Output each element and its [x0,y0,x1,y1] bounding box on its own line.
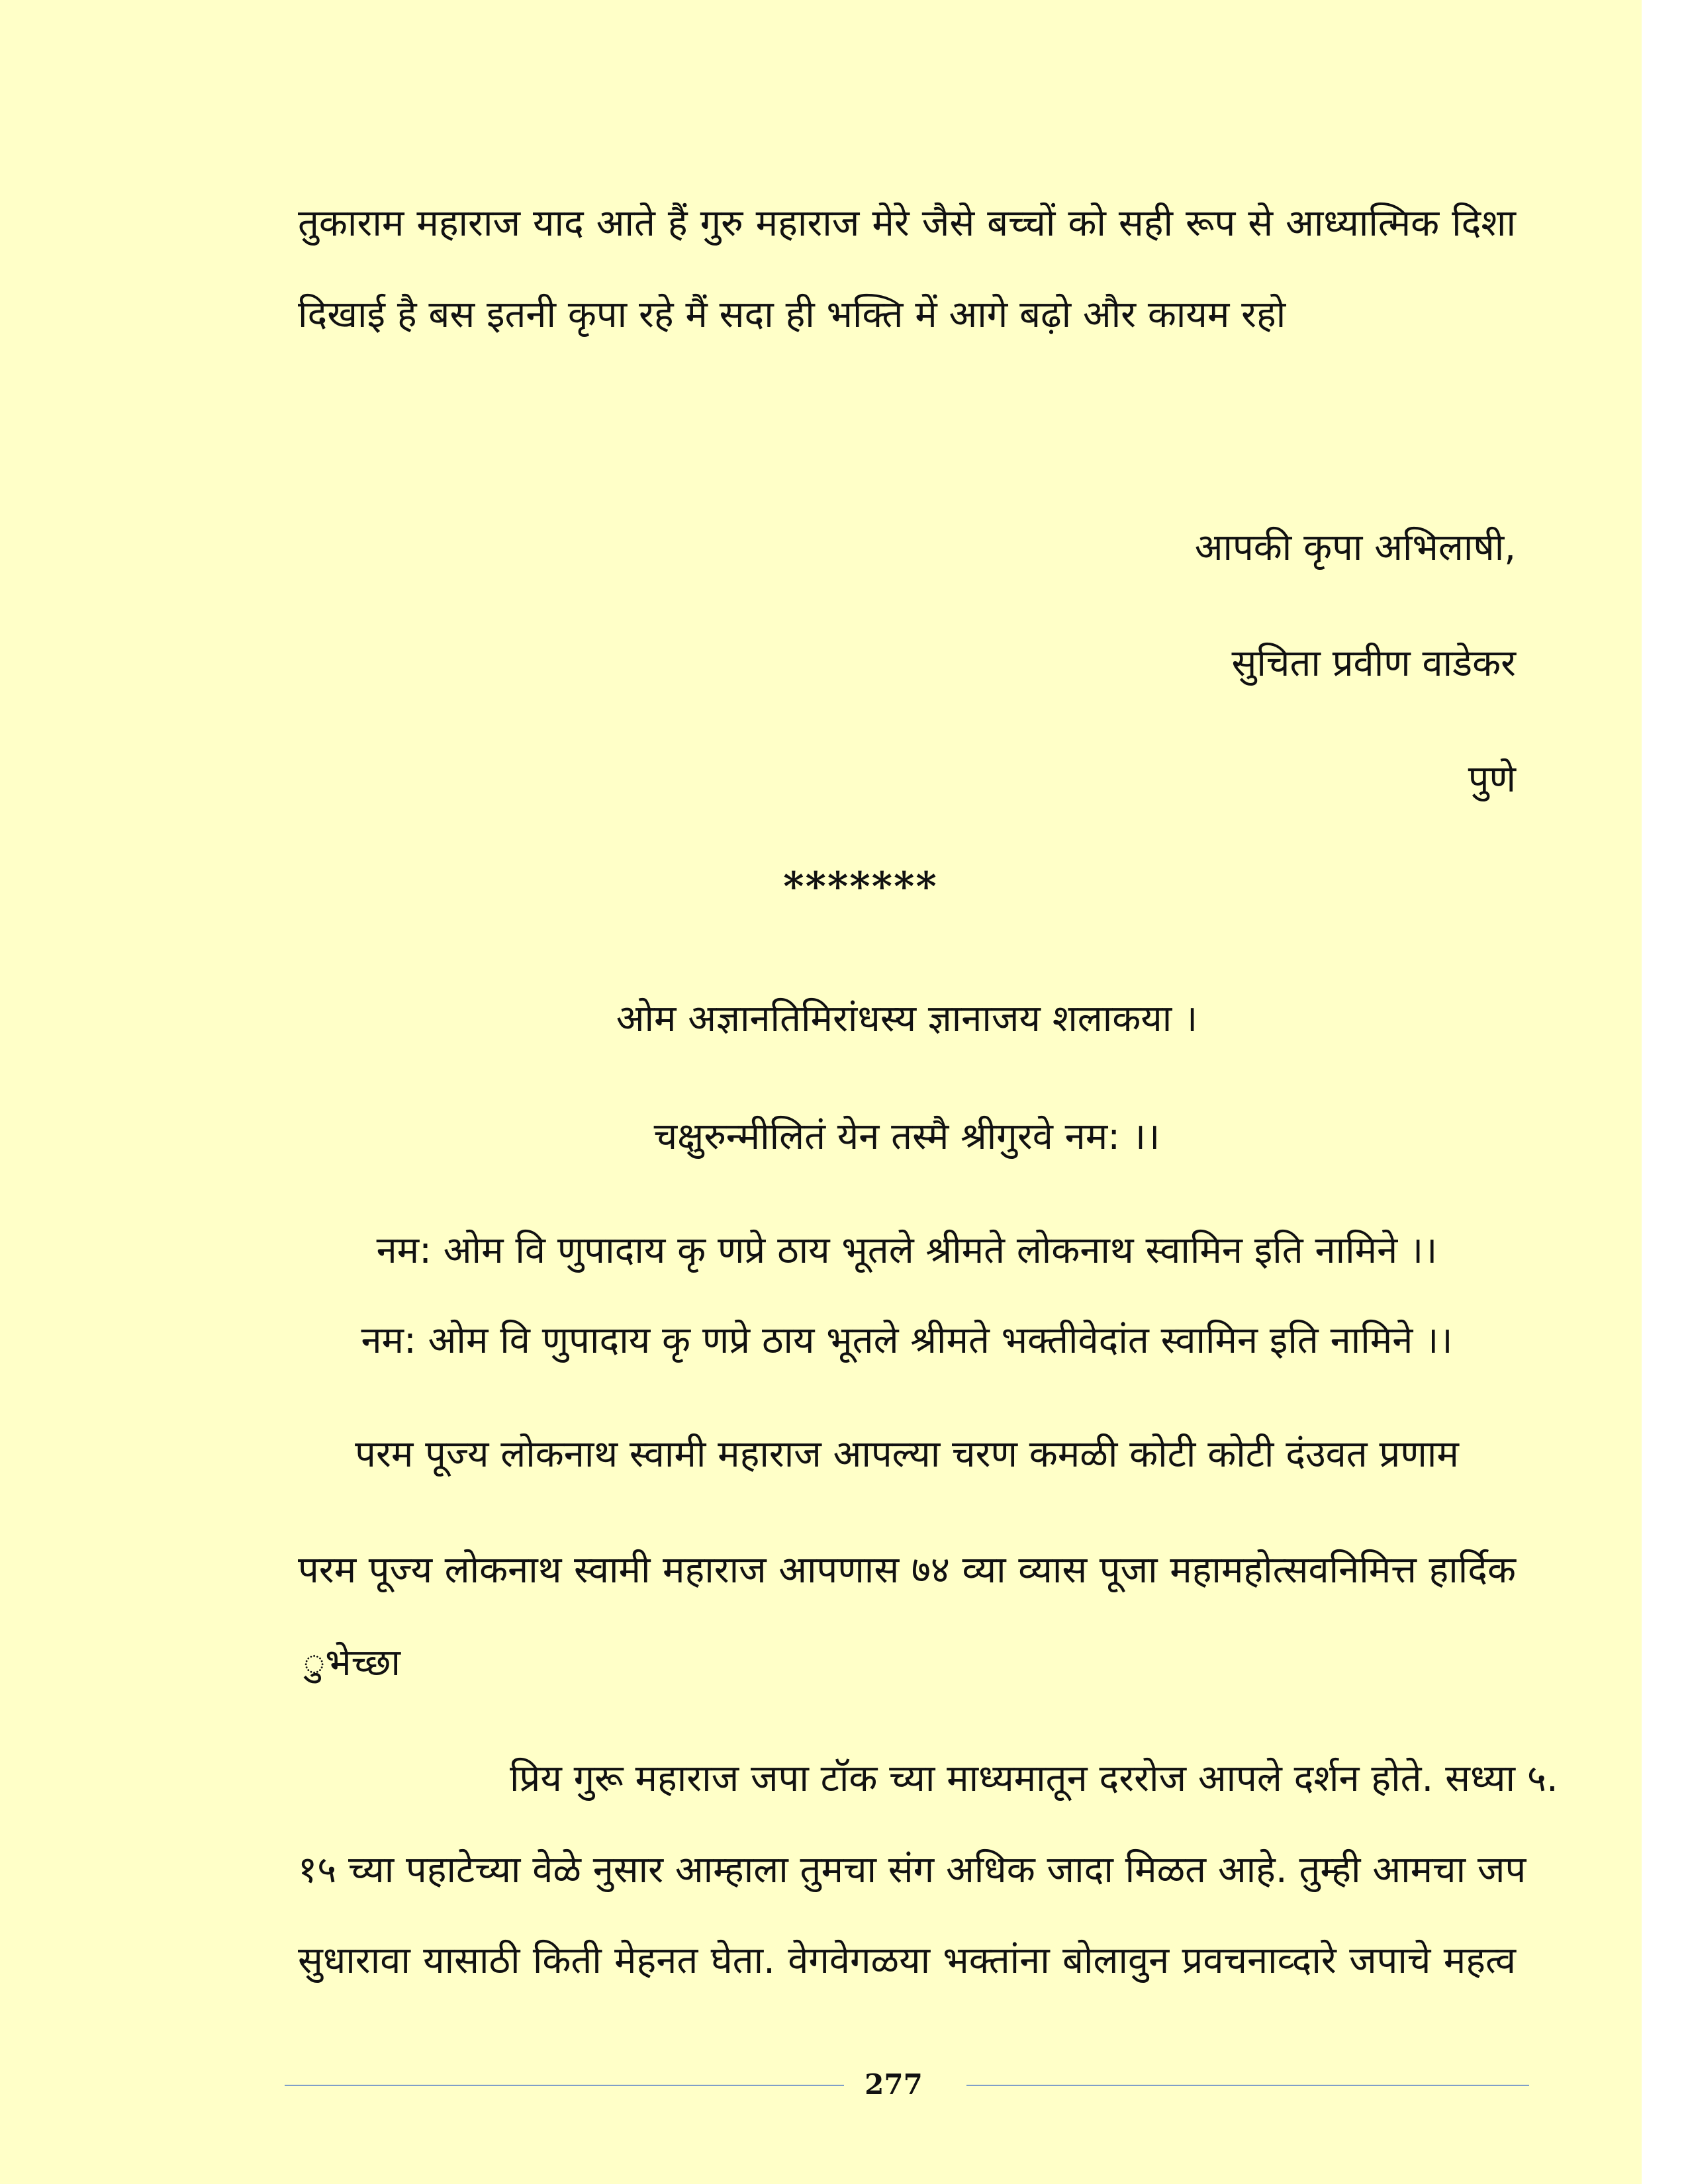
salutation-line: परम पूज्य लोकनाथ स्वामी महाराज आपल्या चरण कमळी कोटी कोटी दंउवत प्रणाम [355,1433,1459,1476]
footer-rule-right [966,2085,1529,2086]
page-number: 277 [865,2068,923,2101]
body-paragraph-line-2: १५ च्या पहाटेच्या वेळे नुसार आम्हाला तुमचा संग अधिक जादा मिळत आहे. तुम्ही आमचा जप [298,1848,1526,1891]
body-paragraph-line-1: प्रिय गुरू महाराज जपा टॉक च्या माध्यमातून दररोज आपले दर्शन होते. सध्या ५. [510,1757,1558,1800]
signature-name: सुचिता प्रवीण वाडेकर [1231,642,1516,685]
prayer-line-3: नम: ओम वि णुपादाय कृ णप्रे ठाय भूतले श्रीमते लोकनाथ स्वामिन इति नामिने ।। [376,1229,1438,1272]
prayer-line-2: चक्षुरुन्मीलितं येन तस्मै श्रीगुरवे नम: ।। [653,1115,1160,1158]
signature-closing: आपकी कृपा अभिलाषी, [1194,526,1516,569]
greeting-line-2: ुभेच्छा [303,1641,400,1684]
body-paragraph-line-3: सुधारावा यासाठी किती मेहनत घेता. वेगवेगळया भक्तांना बोलावुन प्रवचनाव्दारे जपाचे महत्व [298,1939,1516,1982]
section-separator: ******* [783,864,938,910]
intro-paragraph-line-2: दिखाई है बस इतनी कृपा रहे मैं सदा ही भक्ति में आगे बढ़ो और कायम रहो [298,293,1286,336]
greeting-line-1: परम पूज्य लोकनाथ स्वामी महाराज आपणास ७४ व्या व्यास पूजा महामहोत्सवनिमित्त हार्दिक [298,1549,1516,1592]
signature-city: पुणे [1468,758,1516,801]
prayer-line-1: ओम अज्ञानतिमिरांधस्य ज्ञानाजय शलाकया । [616,997,1198,1040]
footer-rule-left [285,2085,844,2086]
prayer-line-4: नम: ओम वि णुपादाय कृ णप्रे ठाय भूतले श्रीमते भक्तीवेदांत स्वामिन इति नामिने ।। [361,1319,1453,1362]
intro-paragraph-line-1: तुकाराम महाराज याद आते हैं गुरु महाराज मेरे जैसे बच्चों को सही रूप से आध्यात्मिक दिशा [298,202,1516,245]
